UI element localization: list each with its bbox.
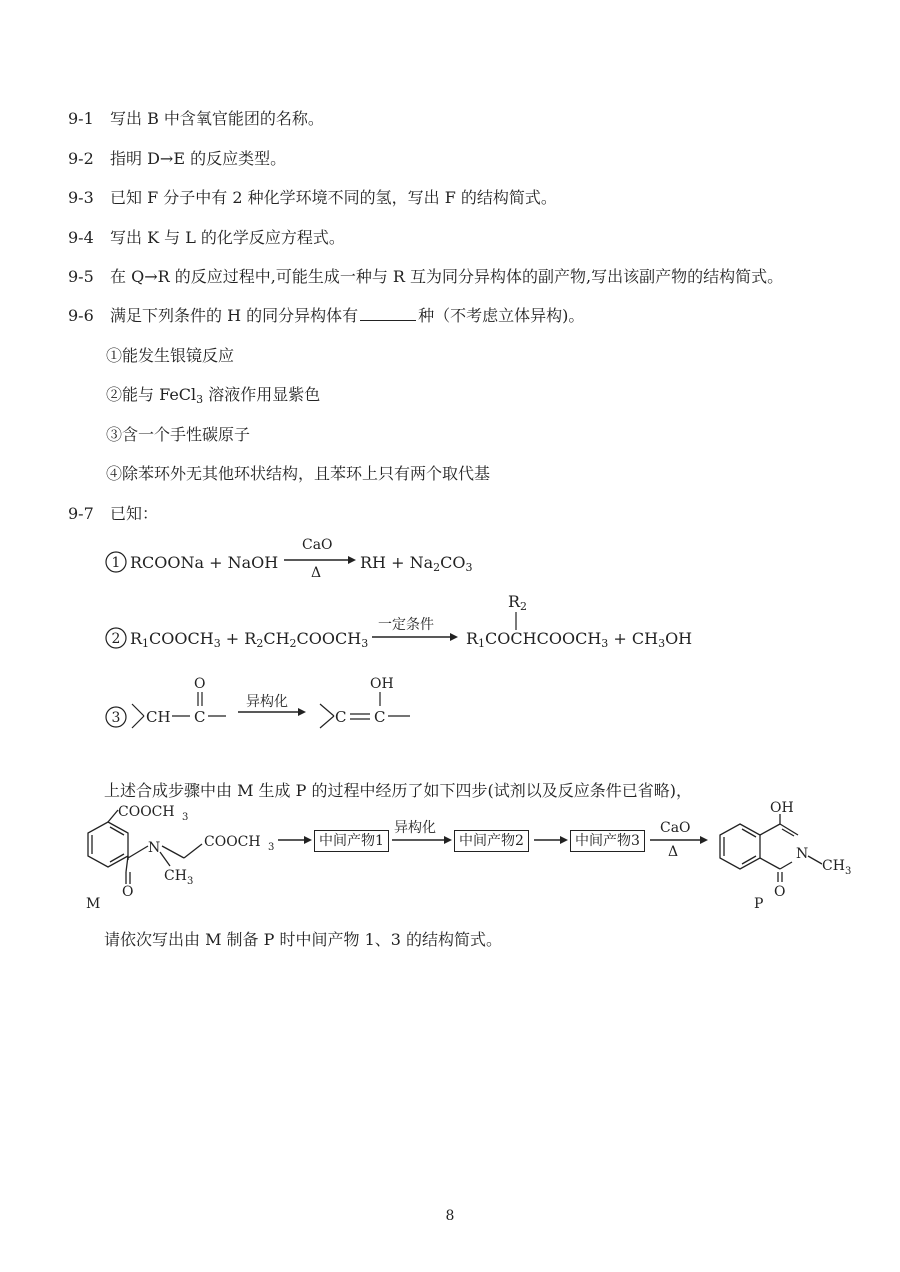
question-text: 写出 K 与 L 的化学反应方程式。 xyxy=(110,228,345,247)
svg-text:COOCH: COOCH xyxy=(204,834,261,850)
condition-3 xyxy=(106,425,250,445)
svg-text:1: 1 xyxy=(111,555,121,571)
question-number: 9-1 xyxy=(68,109,94,128)
reaction-2-products: $R_1COCHCOOCH_3 + CH_3OH$ xyxy=(466,629,693,650)
svg-text:3: 3 xyxy=(111,710,121,726)
svg-text:O: O xyxy=(194,676,206,692)
circled-number-icon xyxy=(104,550,128,574)
svg-text:3: 3 xyxy=(182,812,189,823)
condition-text: ①能发生银镜反应 xyxy=(106,346,235,365)
svg-text:N: N xyxy=(796,846,809,862)
question-number: 9-5 xyxy=(68,267,94,286)
reaction-1-condition-below: Δ xyxy=(311,565,322,581)
final-question: 请依次写出由 M 制备 P 时中间产物 1、3 的结构简式。 xyxy=(104,930,503,949)
question-text-after: 种（不考虑立体异构)。 xyxy=(418,306,585,325)
question-9-2 xyxy=(68,149,286,169)
svg-text:3: 3 xyxy=(845,866,852,877)
reaction-1-condition-above: CaO xyxy=(302,537,333,553)
question-number: 9-7 xyxy=(68,504,94,523)
keto-enol-diagram xyxy=(128,672,418,734)
condition-text: ②能与 FeCl xyxy=(106,385,197,404)
synthesis-scheme-diagram xyxy=(60,800,852,912)
r2-substituent: $R_2$ xyxy=(508,592,528,613)
condition-1 xyxy=(106,346,234,366)
svg-text:C: C xyxy=(374,708,386,726)
svg-text:3: 3 xyxy=(187,876,194,887)
svg-text:CH: CH xyxy=(822,858,845,874)
svg-text:CH: CH xyxy=(164,868,187,884)
svg-text:O: O xyxy=(122,884,134,900)
question-number: 9-3 xyxy=(68,188,94,207)
reaction-1-reactants: RCOONa + NaOH xyxy=(130,553,279,572)
question-9-6 xyxy=(68,306,584,326)
reaction-2-condition-above: 一定条件 xyxy=(378,617,434,633)
question-text: 指明 D→E 的反应类型。 xyxy=(110,149,287,168)
svg-text:CaO: CaO xyxy=(660,820,691,836)
svg-text:异构化: 异构化 xyxy=(394,820,436,836)
intermediate-box-3: 中间产物3 xyxy=(570,830,645,852)
svg-text:C: C xyxy=(335,708,347,726)
question-9-4 xyxy=(68,228,345,248)
condition-text: ④除苯环外无其他环状结构，且苯环上只有两个取代基 xyxy=(106,464,491,483)
condition-text-after: 溶液作用显紫色 xyxy=(203,385,321,404)
intermediate-box-2: 中间产物2 xyxy=(454,830,529,852)
reaction-arrow-icon xyxy=(372,632,458,642)
svg-text:Δ: Δ xyxy=(668,844,679,860)
svg-text:OH: OH xyxy=(370,676,394,692)
condition-4 xyxy=(106,464,490,484)
svg-text:COOCH: COOCH xyxy=(118,804,175,820)
page-number: 8 xyxy=(445,1208,455,1224)
reaction-1-products: RH + $Na_2CO_3$ xyxy=(360,553,473,574)
question-9-5 xyxy=(68,267,783,287)
svg-text:2: 2 xyxy=(111,631,121,647)
question-number: 9-6 xyxy=(68,306,94,325)
question-text: 满足下列条件的 H 的同分异构体有 xyxy=(110,306,359,325)
question-number: 9-4 xyxy=(68,228,94,247)
circled-number-icon xyxy=(104,705,128,729)
question-text: 已知： xyxy=(110,504,159,523)
question-9-3 xyxy=(68,188,557,208)
svg-text:N: N xyxy=(148,840,161,856)
question-9-1 xyxy=(68,109,324,129)
answer-blank[interactable] xyxy=(360,320,416,321)
svg-text:P: P xyxy=(754,896,764,912)
question-text: 已知 F 分子中有 2 种化学环境不同的氢，写出 F 的结构简式。 xyxy=(110,188,557,207)
question-9-7 xyxy=(68,504,158,524)
condition-2 xyxy=(106,385,320,405)
circled-number-icon xyxy=(104,626,128,650)
svg-text:O: O xyxy=(774,884,786,900)
question-number: 9-2 xyxy=(68,149,94,168)
svg-text:OH: OH xyxy=(770,800,794,816)
svg-text:M: M xyxy=(86,896,101,912)
svg-text:CH: CH xyxy=(146,708,171,726)
formula-subscript: 3 xyxy=(196,393,204,406)
bond-line-icon xyxy=(514,612,518,630)
question-text: 写出 B 中含氧官能团的名称。 xyxy=(110,109,324,128)
intermediate-box-1: 中间产物1 xyxy=(314,830,389,852)
reaction-2-reactants: $R_1COOCH_3$ + $R_2CH_2COOCH_3$ xyxy=(130,629,369,650)
svg-text:C: C xyxy=(194,708,206,726)
svg-text:异构化: 异构化 xyxy=(246,694,288,710)
svg-text:3: 3 xyxy=(268,842,275,853)
synthesis-intro: 上述合成步骤中由 M 生成 P 的过程中经历了如下四步(试剂以及反应条件已省略)， xyxy=(104,781,692,800)
question-text: 在 Q→R 的反应过程中,可能生成一种与 R 互为同分异构体的副产物,写出该副产物的结构简式。 xyxy=(110,267,784,286)
condition-text: ③含一个手性碳原子 xyxy=(106,425,251,444)
